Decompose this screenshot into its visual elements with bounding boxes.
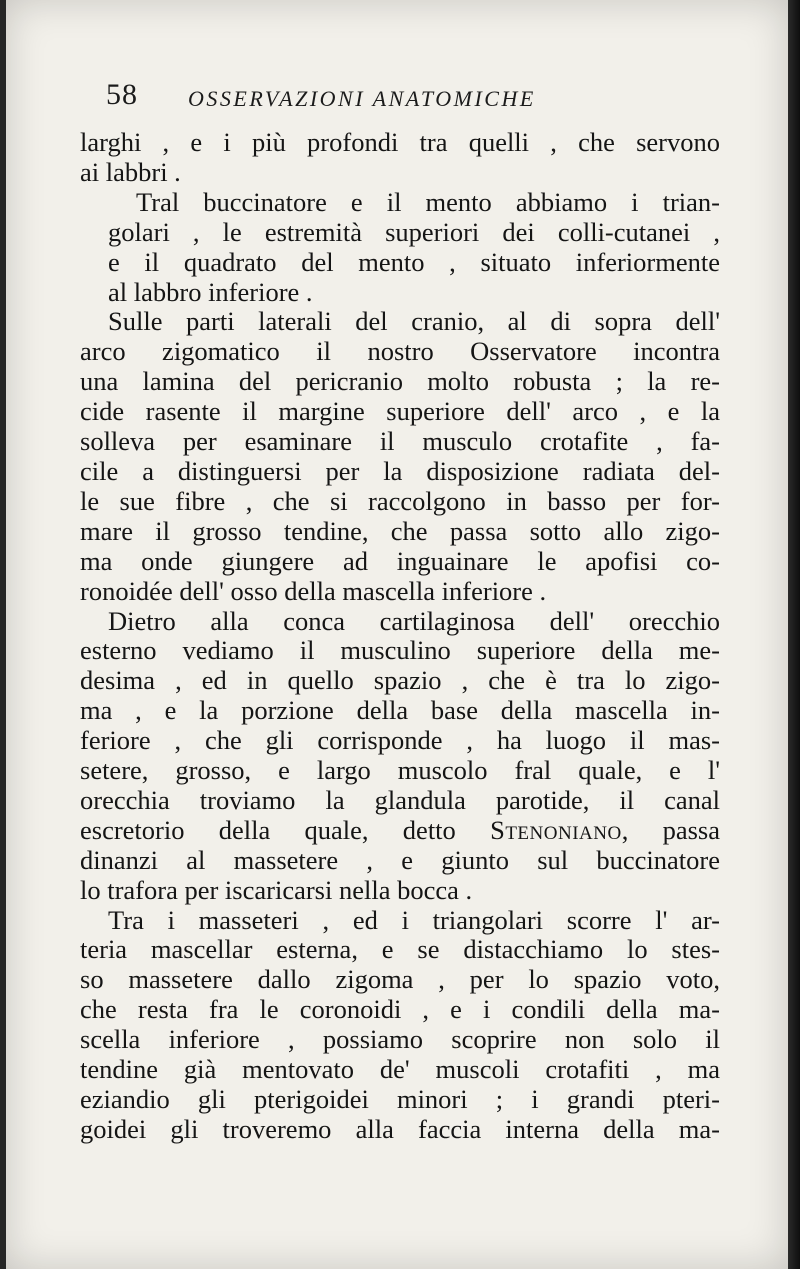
text-line: che resta fra le coronoidi , e i condili della ma- [80,994,720,1025]
smallcaps-name: Stenoniano [490,814,622,845]
text-line: lo trafora per iscaricarsi nella bocca . [80,874,473,905]
text-line: cile a distinguersi per la disposizione radiata del- [80,455,720,486]
text-line: le sue fibre , che si raccolgono in basso per for- [80,485,720,516]
paragraph-4 [80,607,720,906]
text-line: ronoidée dell' osso della mascella inferiore . [80,575,547,606]
text-line: dinanzi al massetere , e giunto sul buccinatore [80,844,720,875]
text-line: feriore , che gli corrisponde , ha luogo il mas- [80,725,720,756]
text-line: teria mascellar esterna, e se distacchiamo lo stes- [80,934,720,965]
paragraph-1 [80,128,720,188]
text-line: al labbro inferiore . [108,276,313,307]
text-line: goidei gli troveremo alla faccia interna della ma- [80,1113,720,1144]
text-line: Tra i masseteri , ed i triangolari scorre l' ar- [108,904,720,935]
text-line: tendine già mentovato de' muscoli crotafiti , ma [80,1054,720,1085]
paragraph-2 [80,188,720,308]
paragraph-3 [80,307,720,606]
text-line-with-smallcaps [80,816,720,846]
text-line: orecchia troviamo la glandula parotide, il canal [80,784,720,815]
text-line: larghi , e i più profondi tra quelli , che servono [80,127,720,157]
text-line: desima , ed in quello spazio , che è tra lo zigo- [80,665,720,696]
paragraph-5 [80,906,720,1145]
body-text [80,128,720,1145]
page-edge-left [0,0,6,1269]
page-header [106,78,726,118]
text-line: eziandio gli pterigoidei minori ; i grandi pteri- [80,1084,720,1114]
text-line: solleva per esaminare il musculo crotafite , fa- [80,426,720,457]
text-line: scella inferiore , possiamo scoprire non solo il [80,1024,720,1055]
text-line: Dietro alla conca cartilaginosa dell' orecchio [108,605,720,636]
text-line: golari , le estremità superiori dei colli-cutanei , [108,216,720,247]
running-head: OSSERVAZIONI ANATOMICHE [188,86,536,111]
text-line: mare il grosso tendine, che passa sotto allo zigo- [80,515,720,546]
text-line: esterno vediamo il musculino superiore della me- [80,635,720,666]
text-line: una lamina del pericranio molto robusta ; la re- [80,366,720,397]
text-line: arco zigomatico il nostro Osservatore incontra [80,336,720,367]
text-line: setere, grosso, e largo muscolo fral quale, e l' [80,755,720,786]
text-line: Tral buccinatore e il mento abbiamo i trian- [136,186,720,217]
text-segment: , passa [621,814,720,845]
book-page [6,0,788,1269]
text-line: ma onde giungere ad inguainare le apofisi co- [80,545,720,576]
text-line: ma , e la porzione della base della mascella in- [80,695,720,726]
text-line: Sulle parti laterali del cranio, al di sopra dell' [108,306,720,337]
text-line: so massetere dallo zigoma , per lo spazio voto, [80,964,720,995]
text-segment: escretorio della quale, detto [80,814,491,845]
text-line: cide rasente il margine superiore dell' arco , e la [80,396,720,427]
text-line: ai labbri . [80,156,181,187]
text-line: e il quadrato del mento , situato inferiormente [108,246,720,277]
page-number: 58 [106,78,138,111]
page-edge-right [788,0,800,1269]
